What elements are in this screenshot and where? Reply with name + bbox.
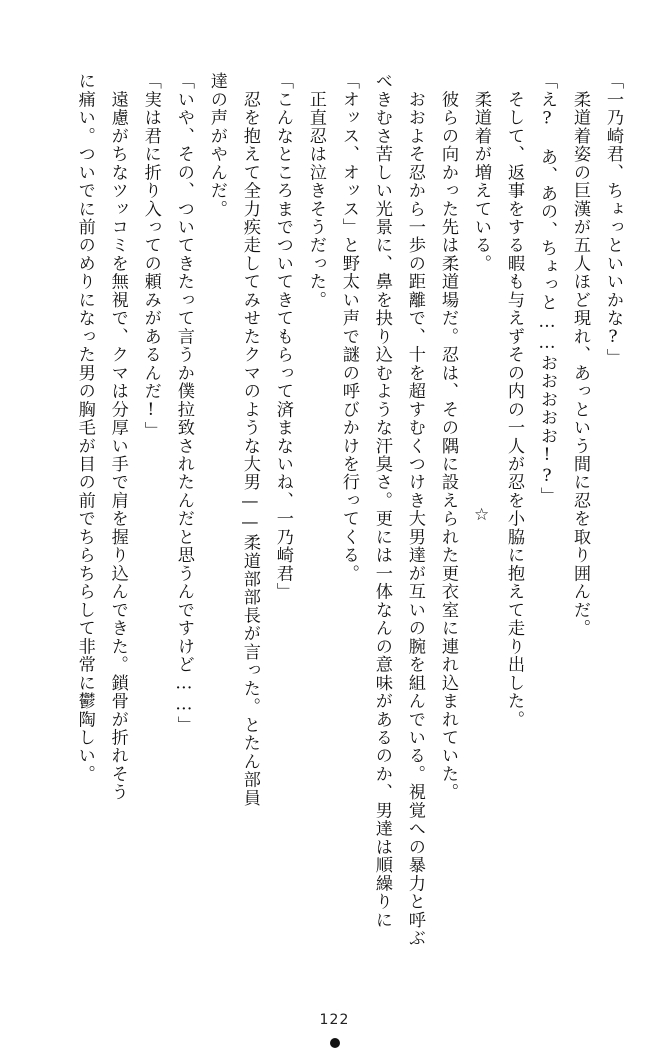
paragraph: 「こんなところまでついてきてもらって済まないね、一乃崎君」 xyxy=(272,72,293,601)
paragraph: 達の声がやんだ。 xyxy=(206,72,227,218)
vertical-text-body xyxy=(29,72,629,952)
paragraph: 「え? あ、あの、ちょっと……おおおおお!?」 xyxy=(536,72,557,506)
paragraph: 忍を抱えて全力疾走してみせたクマのような大男——柔道部部長が言った。とたん部員 xyxy=(239,72,260,807)
paragraph: 正直忍は泣きそうだった。 xyxy=(305,72,326,310)
binding-dot-decoration xyxy=(330,1038,340,1048)
paragraph: 遠慮がちなツッコミを無視で、クマは分厚い手で肩を握り込んできた。鎖骨が折れそう xyxy=(107,72,128,802)
paragraph: 「一乃崎君、ちょっといいかな?」 xyxy=(603,72,623,367)
paragraph: 「実は君に折り入っての頼みがあるんだ!」 xyxy=(140,72,161,440)
paragraph: 「いや、その、ついてきたって言うか僕拉致されたんだと思うんですけど……」 xyxy=(173,72,194,734)
page-number: 122 xyxy=(319,1012,350,1028)
paragraph: 柔道着姿の巨漢が五人ほど現れ、あっという間に忍を取り囲んだ。 xyxy=(569,72,590,638)
paragraph: に痛い。ついでに前のめりになった男の胸毛が目の前でちらちらして非常に鬱陶しい。 xyxy=(74,72,95,784)
paragraph: 彼らの向かった先は柔道場だ。忍は、その隅に設えられた更衣室に連れ込まれていた。 xyxy=(437,72,458,802)
paragraph: 柔道着が増えている。 xyxy=(470,72,491,273)
paragraph: そして、返事をする暇も与えずその内の一人が忍を小脇に抱えて走り出した。 xyxy=(503,72,524,729)
star-icon: ☆ xyxy=(474,505,490,525)
paragraph: おおよそ忍から一歩の距離で、十を超すむくつけき大男達が互いの腕を組んでいる。視覚への暴力と呼ぶべきむさ苦しい光景に、鼻を抉り込むような汗臭さ。更には一体なんの意味があるのか、男達は順繰りに「オッス、オッス」と野太い声で謎の呼びかけを行ってくる。 xyxy=(338,72,425,948)
